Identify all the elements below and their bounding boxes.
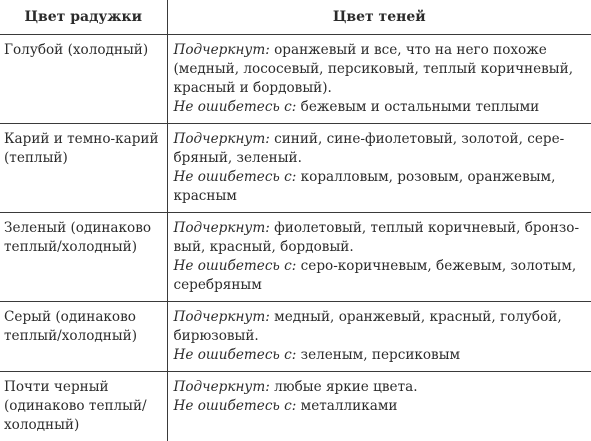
shadow-color-cell	[167, 302, 591, 372]
safe-colors-line	[174, 168, 588, 187]
iris-color-text: (теплый)	[4, 149, 163, 168]
emphasized-colors-text: оранжевый и все, что на него похоже	[270, 42, 547, 58]
emphasized-colors-text: фиолетовый, теплый коричневый, бронзо-	[270, 220, 579, 236]
iris-color-text: теплый/холодный)	[4, 327, 163, 346]
safe-colors-label: Не ошибетесь с:	[174, 398, 297, 414]
emphasized-colors-text: (медный, лососевый, персиковый, теплый коричневый,	[174, 61, 574, 77]
emphasized-colors-text: любые яркие цвета.	[270, 379, 418, 395]
iris-color-cell	[0, 302, 167, 372]
emphasized-colors-text: красный и бордовый).	[174, 80, 332, 96]
iris-color-cell	[0, 213, 167, 302]
iris-color-cell	[0, 372, 167, 441]
safe-colors-label: Не ошибетесь с:	[174, 99, 297, 115]
iris-color-text: Зеленый (одинаково	[4, 219, 163, 238]
emphasized-colors-line	[174, 60, 588, 79]
iris-color-text: Серый (одинаково	[4, 308, 163, 327]
shadow-color-cell	[167, 124, 591, 213]
table-row	[0, 35, 591, 124]
emphasized-colors-line	[174, 41, 588, 60]
emphasized-colors-label: Подчеркнут:	[174, 42, 270, 58]
emphasized-colors-label: Подчеркнут:	[174, 220, 270, 236]
emphasized-colors-line	[174, 378, 588, 397]
safe-colors-text: коралловым, розовым, оранжевым,	[296, 169, 555, 185]
safe-colors-text: серо-коричневым, бежевым, золотым,	[296, 258, 576, 274]
emphasized-colors-line	[174, 79, 588, 98]
safe-colors-label: Не ошибетесь с:	[174, 258, 297, 274]
safe-colors-text: красным	[174, 188, 237, 204]
shadow-color-cell	[167, 213, 591, 302]
emphasized-colors-label: Подчеркнут:	[174, 309, 270, 325]
safe-colors-text: зеленым, персиковым	[296, 347, 460, 363]
emphasized-colors-text: синий, сине-фиолетовый, золотой, сере-	[270, 131, 564, 147]
iris-color-text: Почти черный	[4, 378, 163, 397]
emphasized-colors-text: медный, оранжевый, красный, голубой,	[270, 309, 562, 325]
emphasized-colors-line	[174, 219, 588, 238]
safe-colors-label: Не ошибетесь с:	[174, 169, 297, 185]
iris-color-cell	[0, 124, 167, 213]
safe-colors-text: металликами	[296, 398, 397, 414]
emphasized-colors-label: Подчеркнут:	[174, 131, 270, 147]
iris-color-text: теплый/холодный)	[4, 238, 163, 257]
safe-colors-line	[174, 98, 588, 117]
table-row	[0, 124, 591, 213]
safe-colors-label: Не ошибетесь с:	[174, 347, 297, 363]
emphasized-colors-line	[174, 149, 588, 168]
iris-color-cell	[0, 35, 167, 124]
safe-colors-text: бежевым и остальными теплыми	[296, 99, 539, 115]
header-iris-color: Цвет радужки	[0, 0, 167, 35]
shadow-color-cell	[167, 372, 591, 441]
emphasized-colors-text: бряный, зеленый.	[174, 150, 302, 166]
emphasized-colors-line	[174, 327, 588, 346]
safe-colors-line	[174, 257, 588, 276]
iris-color-text: (одинаково теплый/	[4, 397, 163, 416]
header-shadow-color: Цвет теней	[167, 0, 591, 35]
emphasized-colors-line	[174, 238, 588, 257]
iris-color-text: холодный)	[4, 416, 163, 435]
emphasized-colors-line	[174, 308, 588, 327]
header-row	[0, 0, 591, 35]
emphasized-colors-label: Подчеркнут:	[174, 379, 270, 395]
safe-colors-line	[174, 187, 588, 206]
iris-color-text: Карий и темно-карий	[4, 130, 163, 149]
table-row	[0, 372, 591, 441]
safe-colors-line	[174, 397, 588, 416]
safe-colors-line	[174, 276, 588, 295]
emphasized-colors-text: бирюзовый.	[174, 328, 259, 344]
table-row	[0, 302, 591, 372]
iris-color-text: Голубой (холодный)	[4, 41, 163, 60]
shadow-color-cell	[167, 35, 591, 124]
emphasized-colors-line	[174, 130, 588, 149]
table-row	[0, 213, 591, 302]
safe-colors-text: серебряным	[174, 277, 262, 293]
emphasized-colors-text: вый, красный, бордовый.	[174, 239, 354, 255]
safe-colors-line	[174, 346, 588, 365]
